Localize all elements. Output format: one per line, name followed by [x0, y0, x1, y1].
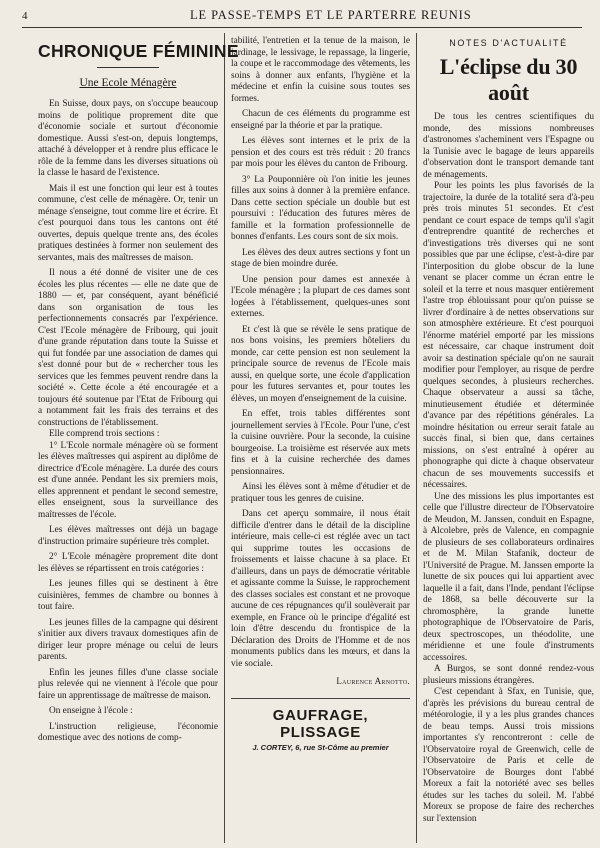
- paragraph: Une des missions les plus importantes est celle que l'illustre directeur de l'Observatoire de Meudon, M. Janssen, conduit en Espagne, à Alcolebre, près de Valence, en compagnie de plusieurs de ses collaborateurs ordinaires et de M. Milan Stafanik, docteur de l'Université de Prague. M. Janssen emporte la lunette de six pouces qui lui appartient avec laquelle il a fait, dans l'Inde, pendant l'éclipse de 1868, sa belle découverte sur la chromosphère, la grande lunette photographique de l'Observatoire de Paris, deux spectroscopes, un théodolite, une méridienne et une foule d'instruments accessoires.: [423, 491, 594, 663]
- column-1: [38, 36, 239, 844]
- column-3: [423, 36, 594, 844]
- page-number: 4: [22, 10, 28, 22]
- running-header: [0, 0, 600, 28]
- title-rule: [97, 67, 159, 68]
- paragraph: C'est cependant à Sfax, en Tunisie, que, d'après les prévisions du bureau central de météorologie, il y a les plus grandes chances de beau temps. Aussi trois missions importantes s'y rencontreront : celle de l'Observatoire royal de Greenwich, celle de l'Observatoire de Paris et celle de l'Observatoire de Bourges dont l'abbé Moreux a fait la notoriété avec ses belles études sur les taches du soleil. M. l'abbé Moreux se propose de faire des recherches sur l'extension: [423, 687, 594, 824]
- paragraph: tabilité, l'entretien et la tenue de la maison, le jardinage, le lessivage, le repassage, la lingerie, la coupe et le raccommodage des vêtements, les soins à donner aux enfants, l'hygiène et la médecine et enfin la cuisine sous toutes ses formes.: [231, 36, 410, 104]
- paragraph: En effet, trois tables différentes sont journellement servies à l'Ecole. Pour l'une, c'est la cuisine ouvrière. Pour la seconde, la cuisine bourgeoise. La troisième est réservée aux mets fins et à la cuisine recherchée des dames pensionnaires.: [231, 409, 410, 477]
- paragraph: A Burgos, se sont donné rendez-vous plusieurs missions étrangères.: [423, 664, 594, 686]
- paragraph: De tous les centres scientifiques du monde, des missions nombreuses d'astronomes s'acheminent vers l'Espagne ou la Tunisie avec le bagage de leurs appareils d'observation dont le transport demande tant de ménagements.: [423, 112, 594, 180]
- article-title-eclipse: L'éclipse du 30 août: [439, 54, 578, 105]
- column-divider-1: [224, 33, 225, 843]
- paragraph: En Suisse, doux pays, on s'occupe beaucoup moins de politique proprement dite que d'économie sociale et surtout d'économie domestique. Aussi s'est-on, depuis longtemps, attaché à développer et à rendre plus efficace le rôle de la femme dans les diverses situations où la classe le hasard de l'existence.: [38, 99, 218, 178]
- paragraph: Ainsi les élèves sont à même d'étudier et de pratiquer tous les genres de cuisine.: [231, 482, 410, 504]
- ad-headline: GAUFRAGE, PLISSAGE: [272, 707, 369, 741]
- paragraph: Les élèves sont internes et le prix de la pension et des cours est très réduit : 20 francs par mois pour les élèves du canton de Fribourg.: [231, 136, 410, 169]
- paragraph: Une pension pour dames est annexée à l'Ecole ménagère ; la plupart de ces dames sont logées à l'établissement, quelques-unes sont externes.: [231, 274, 410, 319]
- paragraph: Les jeunes filles qui se destinent à être cuisinières, femmes de chambre ou bonnes à tout faire.: [38, 579, 218, 612]
- author-signature: Laurence Arnotto.: [336, 676, 410, 686]
- ad-rule: [231, 698, 410, 699]
- paragraph: Dans cet aperçu sommaire, il nous était difficile d'entrer dans le détail de la discipline intérieure, mais celle-ci est réglée avec un tact qui supprime toutes les occasions de froissements et laisse chacune à sa place. Et d'ailleurs, dans un pays de démocratie véritable et agissante comme la Suisse, le rapprochement des classes sociales est constant et ne provoque aucune de ces répugnances qu'il soulèverait par exemple, en France où le principe d'égalité est loin d'être descendu du frontispice de la Déclaration des Droits de l'Homme et de nos monuments publics dans les mœurs, et dans la vie sociale.: [231, 509, 410, 669]
- paragraph: Il nous a été donné de visiter une de ces écoles les plus récentes — elle ne date que de 1880 — et, par conséquent, ayant bénéficié dans son organisation de tous les perfectionnements consacrés par l'expérience. C'est l'Ecole ménagère de Fribourg, qui jouit d'une grande réputation dans toute la Suisse et qui fut fondée par une association de dames qui s'est donné pour but de « rechercher tous les services que les femmes peuvent rendre dans la société ». Cette école a été encouragée et a toujours été soutenue par l'Etat de Fribourg qui a notamment fait les frais des terrains et des constructions de l'établissement.: [38, 268, 218, 428]
- ad-address: J. CORTEY, 6, rue St-Côme au premier: [252, 743, 389, 752]
- paragraph: Chacun de ces éléments du programme est enseigné par la théorie et par la pratique.: [231, 109, 410, 131]
- journal-title: LE PASSE-TEMPS ET LE PARTERRE REUNIS: [190, 8, 472, 22]
- paragraph: Les élèves maîtresses ont déjà un bagage d'instruction primaire supérieure très complet.: [38, 525, 218, 547]
- article-title: Une Ecole Ménagère: [79, 77, 177, 89]
- column-divider-2: [416, 33, 417, 843]
- advertisement: [231, 707, 410, 752]
- paragraph: Pour les points les plus favorisés de la trajectoire, la durée de la totalité sera d'à-peu près trois minutes 51 secondes. Et c'est pendant ce court espace de temps qu'il s'agit d'entreprendre quantité de recherches et d'investigations très diverses qui ne sont possibles que par une éclipse, c'est-à-dire par l'interposition du globe obscur de la lune venant se placer comme un écran entre le soleil et la terre et nous masquer entièrement l'astre trop éblouissant pour qu'on puisse se livrer d'ordinaire à de nettes observations sur son atmosphère extérieure. Et c'est pourquoi l'énorme matériel emporté par les missions est nécessaire, car chaque instrument doit avoir sa destination spéciale qu'on ne saurait modifier pour l'employer, au risque de perdre quelques secondes, à plusieurs recherches. Chaque observateur a aussi sa tâche, minutieusement étudiée et déterminée d'avance par des répétitions générales. La moindre hésitation ou erreur serait fatale au succès final, si bien que, dans certaines missions, on s'est entraîné à opérer au phonographe qui dicte à chaque observateur chacun de ses mouvements successifs et nécessaires.: [423, 181, 594, 490]
- paragraph: Enfin les jeunes filles d'une classe sociale plus relevée qui ne viennent à l'école que pour faire un apprentissage de maîtresse de maison.: [38, 667, 218, 701]
- column-2: [231, 36, 410, 844]
- paragraph: Elle comprend trois sections :: [49, 429, 160, 439]
- paragraph: L'instruction religieuse, l'économie domestique avec des notions de comp-: [38, 721, 218, 743]
- section-title: CHRONIQUE FÉMININE: [38, 41, 239, 61]
- notes-heading: NOTES D'ACTUALITÉ: [449, 38, 568, 48]
- paragraph: Les jeunes filles de la campagne qui désirent s'initier aux divers travaux domestiques afin de diriger leur propre ménage ou celui de leurs parents.: [38, 617, 218, 662]
- paragraph: Et c'est là que se révèle le sens pratique de nos bons voisins, les premiers hôteliers du monde, car cette pension est non seulement la principale source de revenus de l'Ecole mais aussi, en quelque sorte, une école d'application pour les futures servantes et, pour toutes les élèves, un moyen d'enseignement de la cuisine.: [231, 324, 410, 404]
- paragraph: Mais il est une fonction qui leur est à toutes commune, c'est celle de ménagère. Or, tenir un ménage s'enseigne, tout comme lire et écrire. Et c'est pourquoi dans tous les cantons ont été ouvertes, depuis quelque trente ans, des écoles pratiques destinées à former non seulement des servantes, mais des maîtresses de maison.: [38, 183, 218, 263]
- paragraph: 2° L'Ecole ménagère proprement dite dont les élèves se répartissent en trois catégories :: [38, 552, 218, 574]
- paragraph: 1° L'Ecole normale ménagère où se forment les élèves maîtresses qui aspirent au diplôme de directrice d'Ecole ménagère. La durée des cours est d'une année. Pendant les six premiers mois, elles apprennent et pendant le second semestre, elles enseignent, sous la surveillance des maîtresses de l'école.: [38, 440, 218, 520]
- paragraph: On enseigne à l'école :: [49, 706, 133, 716]
- paragraph: Les élèves des deux autres sections y font un stage de bien moindre durée.: [231, 247, 410, 269]
- paragraph: 3° La Pouponnière où l'on initie les jeunes filles aux soins à donner à la première enfance. Dans cette section spéciale un double but est poursuivi : l'éducation des futures mères de famille et la formation professionnelle de bonnes d'enfants. Les cours sont de six mois.: [231, 174, 410, 242]
- header-rule: [22, 27, 582, 28]
